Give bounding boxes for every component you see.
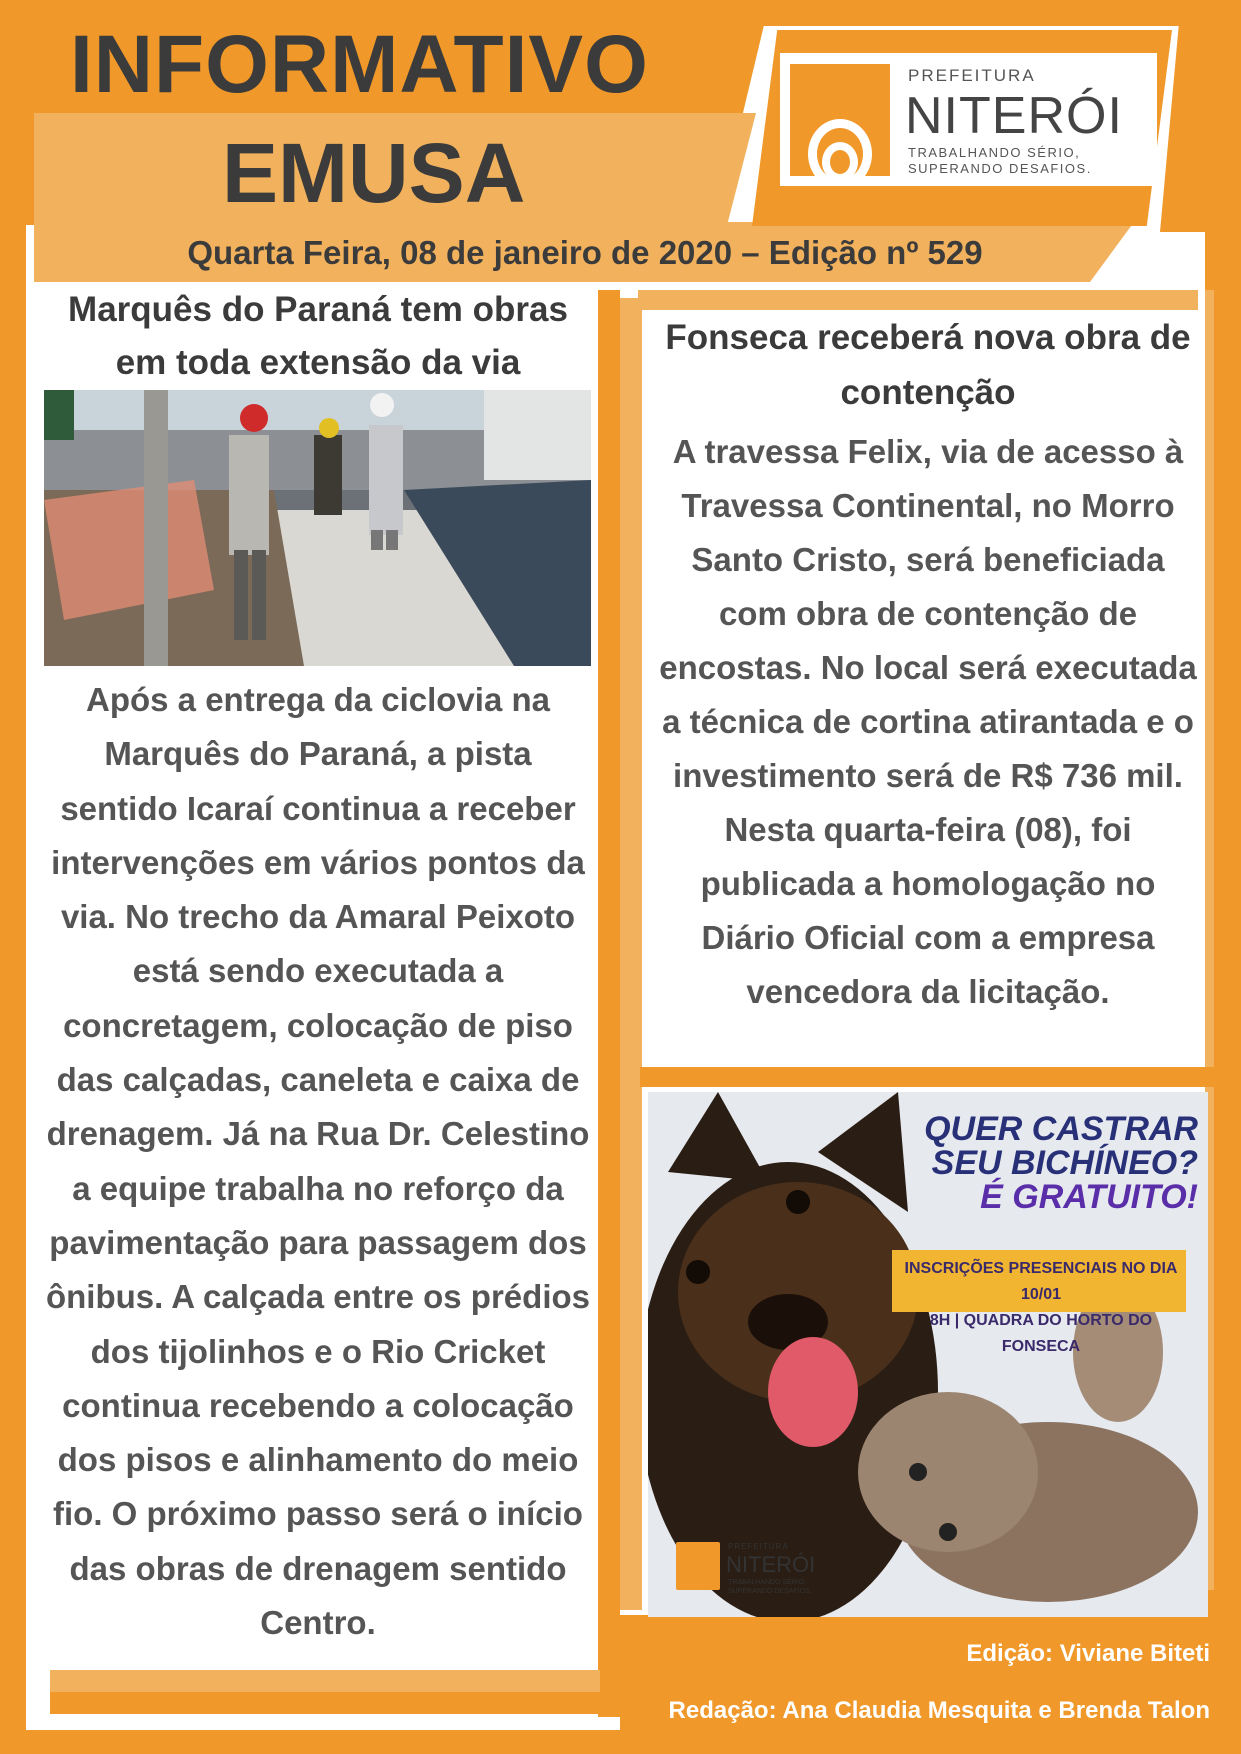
ad-logo-slogan-line1: TRABALHANDO SÉRIO, [728, 1579, 807, 1586]
edition-credit: Edição: Viviane Biteti [966, 1640, 1210, 1667]
ad-headline [888, 1112, 1198, 1214]
right-article-body: A travessa Felix, via de acesso à Travessa Continental, no Morro Santo Cristo, será beneficiada com obra de contenção de encostas. No local será executada a técnica de cortina atirantada e o investimento será de R$ 736 mil. Nesta quarta-feira (08), foi publicada a homologação no Diário Oficial com a empresa vencedora da licitação. [659, 433, 1197, 1010]
logo-slogan-line1: TRABALHANDO SÉRIO, [908, 145, 1081, 160]
ad-logo-slogan [728, 1578, 812, 1596]
ad-logo-prefeitura: PREFEITURA [728, 1542, 789, 1551]
writing-credit: Redação: Ana Claudia Mesquita e Brenda Talon [668, 1697, 1210, 1724]
right-column-top-band [638, 290, 1198, 310]
roadwork-photo-illustration [44, 390, 591, 666]
ad-logo-slogan-line2: SUPERANDO DESAFIOS. [728, 1588, 812, 1595]
roadwork-photo [44, 390, 591, 666]
ad-info-text [898, 1256, 1184, 1360]
ad-headline-line1: QUER CASTRAR [924, 1110, 1198, 1148]
right-article-headline: Fonseca receberá nova obra de contenção [665, 318, 1191, 412]
ad-logo-city: NITERÓI [726, 1552, 816, 1577]
right-column-separator [640, 1067, 1215, 1087]
castration-campaign-ad [648, 1092, 1208, 1617]
left-article-headline: Marquês do Paraná tem obras em toda extensão da via [68, 290, 568, 382]
left-bottom-band [50, 1692, 610, 1714]
niteroi-logo-icon [790, 64, 890, 176]
logo-prefeitura-label: PREFEITURA [908, 66, 1036, 85]
logo-slogan-line2: SUPERANDO DESAFIOS. [908, 161, 1092, 176]
left-bottom-band-light [50, 1670, 600, 1692]
logo-city-name: NITERÓI [905, 87, 1123, 145]
masthead-title-line1: INFORMATIVO [70, 19, 649, 110]
masthead-title-line2: EMUSA [222, 126, 526, 220]
ad-headline-line3: É GRATUITO! [980, 1178, 1198, 1216]
column-divider [598, 290, 620, 1717]
logo-slogan [908, 145, 1092, 177]
column-divider-light [620, 298, 642, 1610]
left-article-body: Após a entrega da ciclovia na Marquês do Paraná, a pista sentido Icaraí continua a receber intervenções em vários pontos da via. No trecho da Amaral Peixoto está sendo executada a concretagem, colocação de piso das calçadas, caneleta e caixa de drenagem. Já na Rua Dr. Celestino a equipe trabalha no reforço da pavimentação para passagem dos ônibus. A calçada entre os prédios dos tijolinhos e o Rio Cricket continua recebendo a colocação dos pisos e alinhamento do meio fio. O próximo passo será o início das obras de drenagem sentido Centro. [45, 681, 591, 1642]
ad-info-line1: INSCRIÇÕES PRESENCIAIS NO DIA 10/01 [904, 1260, 1178, 1303]
logo-arc-inner [822, 142, 858, 176]
ad-info-line2: 8H | QUADRA DO HORTO DO FONSECA [929, 1312, 1153, 1355]
ad-niteroi-logo-icon [676, 1542, 720, 1590]
ad-headline-line2: SEU BICHÍNEO? [931, 1144, 1198, 1182]
edition-dateline: Quarta Feira, 08 de janeiro de 2020 – Edição nº 529 [187, 234, 983, 271]
header-top-band [770, 0, 1241, 14]
